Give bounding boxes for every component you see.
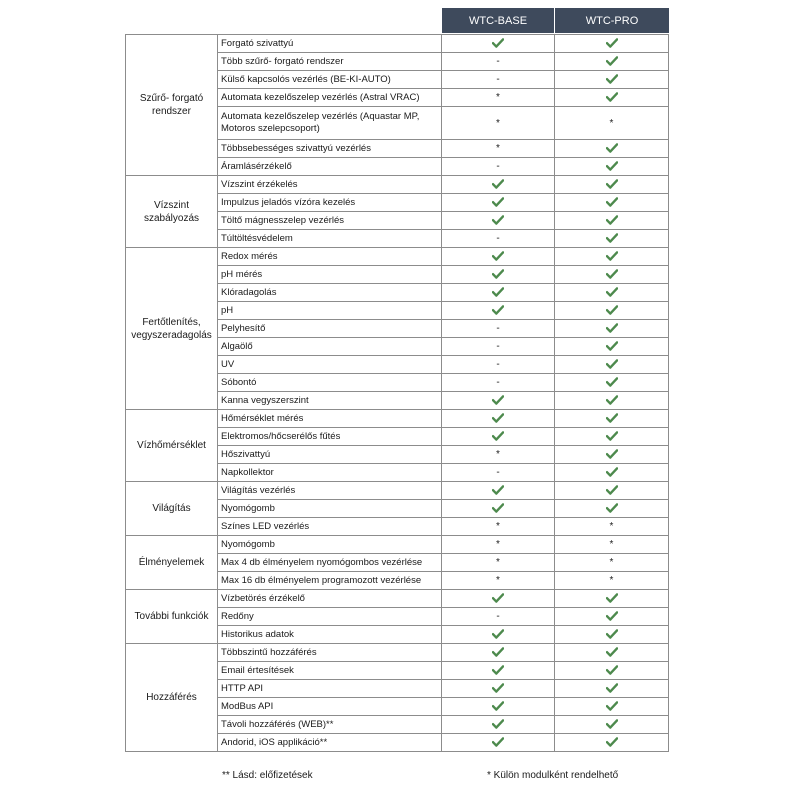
check-icon bbox=[492, 215, 504, 225]
availability-pro bbox=[555, 410, 669, 428]
availability-pro bbox=[555, 662, 669, 680]
availability-pro bbox=[555, 89, 669, 107]
availability-base bbox=[442, 482, 555, 500]
category-label: Vízszint szabályozás bbox=[126, 176, 218, 248]
availability-pro bbox=[555, 392, 669, 410]
check-icon bbox=[606, 179, 618, 189]
availability-base bbox=[442, 284, 555, 302]
availability-base bbox=[442, 608, 555, 626]
check-icon bbox=[606, 377, 618, 387]
table-row bbox=[126, 35, 669, 53]
check-icon bbox=[606, 665, 618, 675]
check-icon bbox=[606, 683, 618, 693]
feature-label: Max 16 db élményelem programozott vezérlése bbox=[218, 572, 442, 590]
check-icon bbox=[492, 305, 504, 315]
availability-base bbox=[442, 302, 555, 320]
not-available-mark: - bbox=[496, 233, 500, 244]
availability-pro bbox=[555, 194, 669, 212]
availability-pro bbox=[555, 107, 669, 140]
optional-module-mark: * bbox=[609, 557, 614, 568]
availability-pro bbox=[555, 320, 669, 338]
check-icon bbox=[606, 38, 618, 48]
feature-label: Többszintű hozzáférés bbox=[218, 644, 442, 662]
check-icon bbox=[492, 287, 504, 297]
check-icon bbox=[492, 395, 504, 405]
feature-label: ModBus API bbox=[218, 698, 442, 716]
check-icon bbox=[492, 683, 504, 693]
check-icon bbox=[606, 323, 618, 333]
category-label: Világítás bbox=[126, 482, 218, 536]
check-icon bbox=[606, 719, 618, 729]
category-label: Szűrő- forgató rendszer bbox=[126, 35, 218, 176]
check-icon bbox=[492, 719, 504, 729]
availability-pro bbox=[555, 158, 669, 176]
not-available-mark: - bbox=[496, 359, 500, 370]
availability-pro bbox=[555, 248, 669, 266]
feature-label: Redox mérés bbox=[218, 248, 442, 266]
availability-pro bbox=[555, 428, 669, 446]
table-row bbox=[126, 644, 669, 662]
check-icon bbox=[492, 251, 504, 261]
availability-base bbox=[442, 734, 555, 752]
availability-pro bbox=[555, 176, 669, 194]
availability-base bbox=[442, 590, 555, 608]
check-icon bbox=[606, 701, 618, 711]
feature-label: Kanna vegyszerszint bbox=[218, 392, 442, 410]
check-icon bbox=[606, 305, 618, 315]
availability-pro bbox=[555, 716, 669, 734]
footnote-separate-module: * Külön modulként rendelhető bbox=[487, 770, 619, 781]
check-icon bbox=[606, 56, 618, 66]
not-available-mark: - bbox=[496, 611, 500, 622]
check-icon bbox=[606, 467, 618, 477]
feature-label: Több szűrő- forgató rendszer bbox=[218, 53, 442, 71]
check-icon bbox=[606, 629, 618, 639]
feature-label: Max 4 db élményelem nyomógombos vezérlése bbox=[218, 554, 442, 572]
check-icon bbox=[606, 143, 618, 153]
optional-module-mark: * bbox=[496, 92, 500, 103]
feature-label: Hőszivattyú bbox=[218, 446, 442, 464]
feature-label: Elektromos/hőcserélős fűtés bbox=[218, 428, 442, 446]
check-icon bbox=[492, 269, 504, 279]
feature-label: Világítás vezérlés bbox=[218, 482, 442, 500]
category-label: Vízhőmérséklet bbox=[126, 410, 218, 482]
feature-label: Andorid, iOS applikáció** bbox=[218, 734, 442, 752]
check-icon bbox=[606, 611, 618, 621]
feature-label: Redőny bbox=[218, 608, 442, 626]
availability-pro bbox=[555, 338, 669, 356]
optional-module-mark: * bbox=[496, 117, 500, 129]
table-row bbox=[126, 410, 669, 428]
check-icon bbox=[606, 287, 618, 297]
availability-pro bbox=[555, 680, 669, 698]
availability-base bbox=[442, 158, 555, 176]
feature-label: Automata kezelőszelep vezérlés (Astral VRAC) bbox=[218, 89, 442, 107]
feature-label: Nyomógomb bbox=[218, 500, 442, 518]
category-label: Élményelemek bbox=[126, 536, 218, 590]
feature-label: Pelyhesítő bbox=[218, 320, 442, 338]
availability-base bbox=[442, 248, 555, 266]
availability-base bbox=[442, 374, 555, 392]
check-icon bbox=[606, 251, 618, 261]
optional-module-mark: * bbox=[496, 539, 500, 550]
check-icon bbox=[492, 431, 504, 441]
feature-comparison-table bbox=[125, 34, 669, 752]
availability-pro bbox=[555, 266, 669, 284]
availability-pro bbox=[555, 698, 669, 716]
check-icon bbox=[606, 647, 618, 657]
availability-pro bbox=[555, 734, 669, 752]
feature-label: Távoli hozzáférés (WEB)** bbox=[218, 716, 442, 734]
availability-pro bbox=[555, 230, 669, 248]
category-label: Fertőtlenítés, vegyszeradagolás bbox=[126, 248, 218, 410]
table-row bbox=[126, 482, 669, 500]
optional-module-mark: * bbox=[609, 521, 614, 532]
check-icon bbox=[606, 161, 618, 171]
feature-label: Külső kapcsolós vezérlés (BE-KI-AUTO) bbox=[218, 71, 442, 89]
availability-pro bbox=[555, 572, 669, 590]
check-icon bbox=[606, 341, 618, 351]
availability-base bbox=[442, 107, 555, 140]
availability-base bbox=[442, 662, 555, 680]
column-header-wtc-pro: WTC-PRO bbox=[555, 8, 669, 33]
feature-label: pH mérés bbox=[218, 266, 442, 284]
availability-pro bbox=[555, 374, 669, 392]
category-label: További funkciók bbox=[126, 590, 218, 644]
feature-label: Töltő mágnesszelep vezérlés bbox=[218, 212, 442, 230]
check-icon bbox=[492, 647, 504, 657]
availability-pro bbox=[555, 446, 669, 464]
check-icon bbox=[492, 503, 504, 513]
not-available-mark: - bbox=[496, 323, 500, 334]
feature-label: Áramlásérzékelő bbox=[218, 158, 442, 176]
availability-base bbox=[442, 266, 555, 284]
availability-base bbox=[442, 35, 555, 53]
check-icon bbox=[492, 413, 504, 423]
availability-pro bbox=[555, 302, 669, 320]
optional-module-mark: * bbox=[496, 449, 500, 460]
availability-base bbox=[442, 392, 555, 410]
availability-base bbox=[442, 716, 555, 734]
optional-module-mark: * bbox=[496, 143, 500, 154]
table-row bbox=[126, 248, 669, 266]
availability-base bbox=[442, 554, 555, 572]
availability-pro bbox=[555, 71, 669, 89]
availability-pro bbox=[555, 518, 669, 536]
feature-label: UV bbox=[218, 356, 442, 374]
check-icon bbox=[606, 593, 618, 603]
check-icon bbox=[492, 593, 504, 603]
check-icon bbox=[606, 215, 618, 225]
availability-base bbox=[442, 53, 555, 71]
check-icon bbox=[492, 485, 504, 495]
category-label: Hozzáférés bbox=[126, 644, 218, 752]
availability-base bbox=[442, 536, 555, 554]
not-available-mark: - bbox=[496, 161, 500, 172]
availability-pro bbox=[555, 500, 669, 518]
feature-label: Sóbontó bbox=[218, 374, 442, 392]
availability-pro bbox=[555, 590, 669, 608]
availability-base bbox=[442, 320, 555, 338]
feature-label: Impulzus jeladós vízóra kezelés bbox=[218, 194, 442, 212]
check-icon bbox=[492, 629, 504, 639]
optional-module-mark: * bbox=[496, 557, 500, 568]
availability-base bbox=[442, 410, 555, 428]
table-row bbox=[126, 176, 669, 194]
availability-pro bbox=[555, 212, 669, 230]
feature-label: Vízbetörés érzékelő bbox=[218, 590, 442, 608]
availability-pro bbox=[555, 626, 669, 644]
availability-pro bbox=[555, 644, 669, 662]
check-icon bbox=[492, 665, 504, 675]
availability-base bbox=[442, 644, 555, 662]
availability-pro bbox=[555, 482, 669, 500]
feature-label: Napkollektor bbox=[218, 464, 442, 482]
availability-base bbox=[442, 500, 555, 518]
check-icon bbox=[606, 197, 618, 207]
check-icon bbox=[606, 395, 618, 405]
availability-base bbox=[442, 572, 555, 590]
check-icon bbox=[606, 449, 618, 459]
availability-pro bbox=[555, 608, 669, 626]
availability-base bbox=[442, 230, 555, 248]
optional-module-mark: * bbox=[496, 575, 500, 586]
feature-label: Historikus adatok bbox=[218, 626, 442, 644]
table-row bbox=[126, 536, 669, 554]
feature-label: Többsebességes szivattyú vezérlés bbox=[218, 140, 442, 158]
check-icon bbox=[606, 431, 618, 441]
availability-base bbox=[442, 626, 555, 644]
not-available-mark: - bbox=[496, 56, 500, 67]
availability-base bbox=[442, 518, 555, 536]
availability-base bbox=[442, 212, 555, 230]
availability-base bbox=[442, 89, 555, 107]
feature-label: Forgató szivattyú bbox=[218, 35, 442, 53]
check-icon bbox=[606, 74, 618, 84]
availability-base bbox=[442, 698, 555, 716]
check-icon bbox=[606, 233, 618, 243]
availability-pro bbox=[555, 35, 669, 53]
availability-base bbox=[442, 428, 555, 446]
not-available-mark: - bbox=[496, 467, 500, 478]
check-icon bbox=[492, 179, 504, 189]
check-icon bbox=[492, 197, 504, 207]
column-header-wtc-base: WTC-BASE bbox=[442, 8, 554, 33]
not-available-mark: - bbox=[496, 377, 500, 388]
availability-base bbox=[442, 194, 555, 212]
availability-base bbox=[442, 338, 555, 356]
feature-label: Nyomógomb bbox=[218, 536, 442, 554]
check-icon bbox=[606, 359, 618, 369]
availability-base bbox=[442, 140, 555, 158]
availability-base bbox=[442, 680, 555, 698]
not-available-mark: - bbox=[496, 74, 500, 85]
check-icon bbox=[606, 503, 618, 513]
check-icon bbox=[606, 269, 618, 279]
feature-label: Automata kezelőszelep vezérlés (Aquastar MP, Motoros szelepcsoport) bbox=[218, 107, 442, 140]
optional-module-mark: * bbox=[609, 117, 614, 129]
check-icon bbox=[606, 413, 618, 423]
feature-label: Színes LED vezérlés bbox=[218, 518, 442, 536]
availability-base bbox=[442, 356, 555, 374]
footnote-subscription: ** Lásd: előfizetések bbox=[222, 770, 313, 781]
availability-pro bbox=[555, 356, 669, 374]
check-icon bbox=[606, 737, 618, 747]
optional-module-mark: * bbox=[496, 521, 500, 532]
availability-pro bbox=[555, 53, 669, 71]
check-icon bbox=[492, 737, 504, 747]
feature-label: HTTP API bbox=[218, 680, 442, 698]
availability-base bbox=[442, 446, 555, 464]
check-icon bbox=[606, 92, 618, 102]
feature-label: Vízszint érzékelés bbox=[218, 176, 442, 194]
feature-label: Klóradagolás bbox=[218, 284, 442, 302]
availability-pro bbox=[555, 284, 669, 302]
availability-pro bbox=[555, 536, 669, 554]
feature-label: Túltöltésvédelem bbox=[218, 230, 442, 248]
optional-module-mark: * bbox=[609, 575, 614, 586]
check-icon bbox=[492, 701, 504, 711]
availability-pro bbox=[555, 554, 669, 572]
feature-label: Email értesítések bbox=[218, 662, 442, 680]
not-available-mark: - bbox=[496, 341, 500, 352]
availability-base bbox=[442, 464, 555, 482]
feature-label: pH bbox=[218, 302, 442, 320]
availability-base bbox=[442, 176, 555, 194]
availability-pro bbox=[555, 140, 669, 158]
optional-module-mark: * bbox=[609, 539, 614, 550]
feature-label: Algaölő bbox=[218, 338, 442, 356]
check-icon bbox=[492, 38, 504, 48]
feature-label: Hőmérséklet mérés bbox=[218, 410, 442, 428]
check-icon bbox=[606, 485, 618, 495]
availability-base bbox=[442, 71, 555, 89]
availability-pro bbox=[555, 464, 669, 482]
table-row bbox=[126, 590, 669, 608]
